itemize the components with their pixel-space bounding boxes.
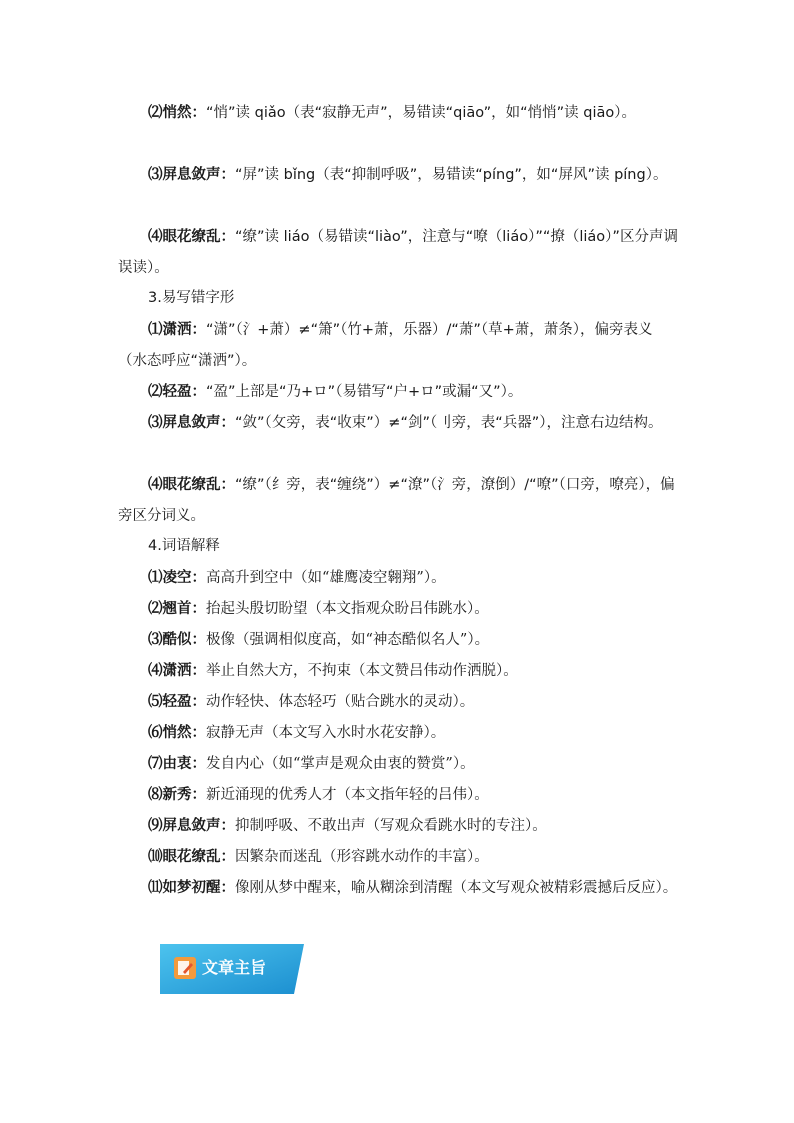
vocab-item	[118, 593, 678, 625]
definition: 极像（强调相似度高，如“神态酷似名人”）。	[206, 632, 490, 648]
term: ⑴凌空：	[148, 569, 206, 586]
vocab-item	[118, 655, 678, 687]
vocab-item	[118, 841, 678, 873]
vocab-item	[118, 779, 678, 811]
definition: 像刚从梦中醒来，喻从糊涂到清醒（本文写观众被精彩震撼后反应）。	[235, 880, 678, 896]
term: ⑶屏息敛声：	[148, 166, 235, 183]
definition: “屏”读 bǐng（表“抑制呼吸”，易错读“píng”，如“屏风”读 píng）。	[235, 167, 668, 183]
definition: 抑制呼吸、不敢出声（写观众看跳水时的专注）。	[235, 818, 547, 834]
term: ⑷潇洒：	[148, 662, 206, 679]
definition: “潇”（氵+萧）≠“箫”（竹+萧，乐器）/“萧”（草+萧，萧条），偏旁表义（水态呼应“潇洒”）。	[118, 322, 653, 369]
definition: “盈”上部是“乃+ロ”（易错写“户+ロ”或漏“又”）。	[206, 384, 523, 400]
definition: “敛”（攵旁，表“收束”）≠“剑”（刂旁，表“兵器”），注意右边结构。	[235, 415, 663, 431]
char-item	[118, 376, 678, 408]
term: ⑵轻盈：	[148, 383, 206, 400]
definition: 寂静无声（本文写入水时水花安静）。	[206, 725, 446, 741]
char-item	[118, 407, 678, 439]
term: ⑻新秀：	[148, 786, 206, 803]
term: ⑽眼花缭乱：	[148, 848, 235, 865]
term: ⑹悄然：	[148, 724, 206, 741]
definition: 高高升到空中（如“雄鹰凌空翱翔”）。	[206, 570, 446, 586]
definition: 抬起头殷切盼望（本文指观众盼吕伟跳水）。	[206, 601, 489, 617]
char-item	[118, 314, 678, 377]
char-item	[118, 469, 678, 532]
term: ⑷眼花缭乱：	[148, 228, 235, 245]
definition: 新近涌现的优秀人才（本文指年轻的吕伟）。	[206, 787, 489, 803]
vocab-item	[118, 686, 678, 718]
section-heading: 4.词语解释	[148, 538, 220, 554]
pron-item	[118, 221, 678, 284]
term: ⑵翘首：	[148, 600, 206, 617]
vocab-item	[118, 624, 678, 656]
definition: “悄”读 qiǎo（表“寂静无声”，易错读“qiāo”，如“悄悄”读 qiāo）。	[206, 105, 637, 121]
section-heading: 3.易写错字形	[148, 290, 235, 306]
term: ⑵悄然：	[148, 104, 206, 121]
vocab-item	[118, 562, 678, 594]
term: ⑶酷似：	[148, 631, 206, 648]
term: ⑼屏息敛声：	[148, 817, 235, 834]
section-banner	[160, 944, 304, 994]
term: ⑴潇洒：	[148, 321, 206, 338]
vocab-item	[118, 872, 678, 904]
definition: 动作轻快、体态轻巧（贴合跳水的灵动）。	[206, 694, 475, 710]
term: ⑷眼花缭乱：	[148, 476, 235, 493]
definition: “缭”读 liáo（易错读“liào”，注意与“嘹（liáo）”“撩（liáo）”区分声调误读）。	[118, 229, 678, 276]
vocab-item	[118, 748, 678, 780]
pron-item	[118, 159, 678, 191]
definition: 举止自然大方，不拘束（本文赞吕伟动作洒脱）。	[206, 663, 518, 679]
vocab-item	[118, 810, 678, 842]
vocab-item	[118, 717, 678, 749]
pron-item	[118, 97, 678, 129]
term: ⑾如梦初醒：	[148, 879, 235, 896]
term: ⑺由衷：	[148, 755, 206, 772]
edit-icon	[174, 957, 196, 979]
banner-label: 文章主旨	[202, 958, 267, 977]
definition: 因繁杂而迷乱（形容跳水动作的丰富）。	[235, 849, 489, 865]
term: ⑸轻盈：	[148, 693, 206, 710]
definition: 发自内心（如“掌声是观众由衷的赞赏”）。	[206, 756, 475, 772]
term: ⑶屏息敛声：	[148, 414, 235, 431]
definition: “缭”（纟旁，表“缠绕”）≠“潦”（氵旁，潦倒）/“嘹”（口旁，嘹亮），偏旁区分词义。	[118, 477, 675, 524]
